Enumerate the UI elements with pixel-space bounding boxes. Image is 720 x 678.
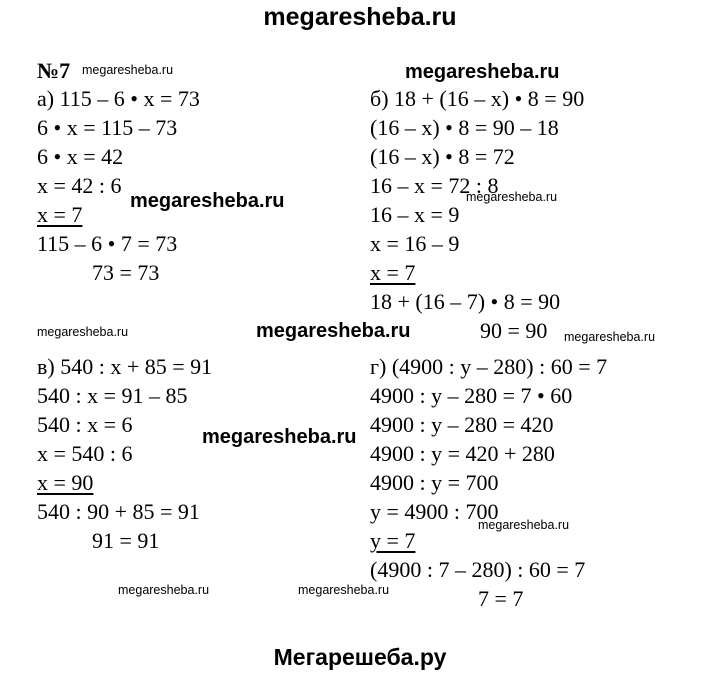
watermark: megaresheba.ru — [466, 190, 558, 204]
answer-line: у = 7 — [370, 528, 416, 553]
solution-v — [37, 352, 212, 555]
equation-line: 16 – х = 72 : 8 — [370, 173, 499, 198]
check-line: 18 + (16 – 7) • 8 = 90 — [370, 289, 561, 314]
equation-line: в) 540 : х + 85 = 91 — [37, 354, 213, 379]
equation-line: (16 – х) • 8 = 72 — [370, 144, 515, 169]
check-line: 540 : 90 + 85 = 91 — [37, 499, 200, 524]
equation-line: х = 42 : 6 — [37, 173, 122, 198]
check-line: 115 – 6 • 7 = 73 — [37, 231, 178, 256]
equation-line: 16 – х = 9 — [370, 202, 460, 227]
equation-line: (16 – х) • 8 = 90 – 18 — [370, 115, 559, 140]
equation-line: х = 16 – 9 — [370, 231, 460, 256]
watermark: megaresheba.ru — [202, 426, 357, 448]
watermark: megaresheba.ru — [82, 63, 174, 77]
answer-line: х = 7 — [37, 202, 83, 227]
equation-line: 4900 : у = 700 — [370, 470, 499, 495]
equation-line: 4900 : у – 280 = 420 — [370, 412, 554, 437]
site-footer: Мегарешеба.ру — [273, 644, 447, 670]
solution-b — [370, 84, 584, 345]
equation-line: 540 : х = 91 – 85 — [37, 383, 188, 408]
equation-line: г) (4900 : у – 280) : 60 = 7 — [370, 354, 608, 379]
answer-line: х = 7 — [370, 260, 416, 285]
equation-line: 540 : х = 6 — [37, 412, 133, 437]
check-result: 90 = 90 — [480, 318, 548, 343]
equation-line: б) 18 + (16 – х) • 8 = 90 — [370, 86, 585, 111]
watermark: megaresheba.ru — [118, 583, 210, 597]
solution-a — [37, 84, 200, 287]
watermark: megaresheba.ru — [130, 190, 285, 212]
watermark: megaresheba.ru — [564, 330, 656, 344]
watermark: megaresheba.ru — [298, 583, 390, 597]
equation-line: 4900 : у = 420 + 280 — [370, 441, 555, 466]
solution-g — [370, 352, 607, 613]
check-result: 91 = 91 — [92, 528, 160, 553]
check-result: 73 = 73 — [92, 260, 160, 285]
equation-line: у = 4900 : 700 — [370, 499, 499, 524]
equation-line: 6 • х = 42 — [37, 144, 124, 169]
answer-line: х = 90 — [37, 470, 94, 495]
watermark: megaresheba.ru — [405, 61, 560, 83]
equation-line: 4900 : у – 280 = 7 • 60 — [370, 383, 573, 408]
check-line: (4900 : 7 – 280) : 60 = 7 — [370, 557, 586, 582]
equation-line: х = 540 : 6 — [37, 441, 133, 466]
watermark: megaresheba.ru — [37, 325, 129, 339]
check-result: 7 = 7 — [478, 586, 524, 611]
watermark: megaresheba.ru — [478, 518, 570, 532]
task-number: №7 — [37, 58, 71, 83]
equation-line: 6 • х = 115 – 73 — [37, 115, 178, 140]
equation-line: а) 115 – 6 • х = 73 — [37, 86, 200, 111]
watermark: megaresheba.ru — [256, 320, 411, 342]
site-title: megaresheba.ru — [263, 3, 457, 31]
